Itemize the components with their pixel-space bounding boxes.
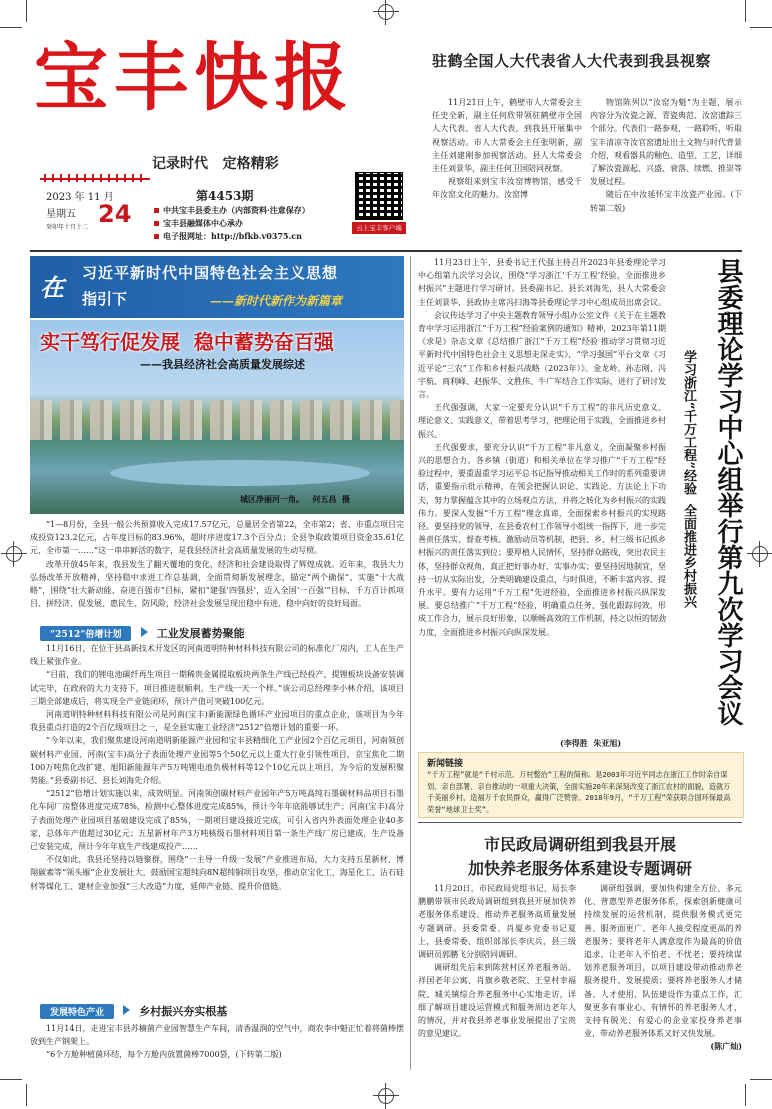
top-story-col-1	[432, 96, 582, 246]
bottom-story-col-1	[418, 882, 576, 1072]
masthead-info	[154, 204, 344, 243]
banner-prefix: 在	[40, 273, 64, 302]
subsection-title: 乡村振兴夯实根基	[139, 1005, 228, 1018]
paragraph: 会议传达学习了中央主题教育领导小组办公室文件《关于在主题教育中学习运用浙江“千万工程”经验案例的通知》精神，2023年第11期《求是》杂志文章《总结推广浙江“千万工程”经验 推动学习贯彻习近平新时代中国特色社会主义思想走深走实》，“学习强国”平台文章《习近平论“三农”工作和乡村振兴战略（2023年）》。金龙岭、孙志刚、冯宇航、商利峰、赵振华、文胜伟、牛广军结合工作实际，进行了研讨发言。	[418, 310, 666, 400]
paragraph: 随后在中汝延怀宝丰汝瓷产业园。(下转第二版)	[590, 190, 742, 213]
paragraph: 改革开放45年来，我县发生了翻天覆地的变化，经济和社会建设取得了辉煌成就。近年来，我县大力弘扬改革开放精神，坚持稳中求进工作总基调，全面贯彻新发展理念，锚定“两个确保”、实施“十大战略”，围绕“壮大新动能、奋进百强市”目标，紧扣“建强‘四强县’，迈入全国‘一百强’”目标，千方百计抓项目、拼经济、促发展、惠民生、防风险，经济社会发展呈现出稳中有进、稳中向好的良好局面。	[30, 559, 404, 609]
paragraph: 11月23日上午，县委书记王代强主持召开2023年县委理论学习中心组第九次学习会议，围绕“学习浙江‘千万工程’经验，全面推进乡村振兴”主题进行学习研讨。县委副书记、县长刘海先，县人大常委会主任刘景华，县政协主席冯扫海等县委理论学习中心组成员出席会议。	[418, 258, 666, 307]
paragraph: 调研组先后来到陈营村区养老服务站、祥国老年公寓、肖旗乡敬老院、王堂村幸福院、城关镇综合养老服务中心实地走访，详细了解项目建设运营模式和服务周边老年人的情况，并对我县养老事业发展提出了宝贵的意见建议。	[418, 963, 576, 1039]
date-weekday: 星期五	[46, 209, 76, 220]
paragraph: 11月16日，在位于县高新技术开发区的河南道明特种材料科技有限公司的标准化厂房内，工人在生产线上紧张作业。	[30, 644, 404, 667]
feature-sub2-body	[30, 1022, 404, 1070]
right-story-byline: (李得胜 朱亚旭)	[560, 738, 622, 748]
feature-headline: 实干笃行促发展 稳中蓄势奋百强	[40, 330, 334, 354]
qr-code[interactable]	[355, 172, 403, 220]
theme-banner	[30, 256, 404, 318]
date-lunar: 癸卯年十月十二	[46, 224, 89, 231]
paragraph: 不仅如此，我县还坚持以链聚群，围绕“一主导一升级一发展”产业推进布局，大力支持五星新材、博翔碳素等“领头雁”企业发展壮大，鼓励国宝超纯向8N超纯铜项目攻坚，推动京宝化工、海星化工、沾石硅材等煤化工、建材企业加强“三大改造”力度，延伸产业链、提升价值链。	[30, 855, 404, 891]
masthead-slogan: 记录时代 定格精彩	[152, 156, 279, 172]
subsection-2-header	[40, 1000, 400, 1016]
right-story-subhead: 学习浙江“千万工程”经验 全面推进乡村振兴	[681, 350, 696, 609]
crop-mark	[745, 0, 746, 22]
bottom-story-headline-2: 加快养老服务体系建设专题调研	[467, 859, 692, 878]
paragraph: 王代强强调，大家一定要充分认识“千万工程”的非凡历史意义、理论意义、实践意义，带着思考学习，把理论用于实践，全面推进乡村振兴。	[418, 403, 666, 439]
banner-line-2: 指引下	[82, 290, 128, 308]
bottom-story-headline-1: 市民政局调研组到我县开展	[483, 835, 676, 854]
banner-line-1: 习近平新时代中国特色社会主义思想	[82, 264, 339, 282]
paragraph: 调研组强调，要加快构建全方位、多元化、普惠型养老服务体系，探索创新健康可持续发展的运营机制，提供服务模式更完善、服务面更广、老年人接受程度更高的养老服务；要将老年人满意度作为最高的价值追求，让老年人不怕老、不忧老；要持续谋划养老服务项目，以项目建设带动推动养老服务提升、发展提质；要将养老服务人才储备、人才使用、队伍建设作为重点工作，汇聚更多有事业心、有情怀的养老服务人才，支持有脱光、有爱心的企业家投身养老事业，带动养老服务体系又好又快发展。	[584, 884, 742, 1039]
crop-mark	[750, 1079, 772, 1080]
paragraph: 11月14日，走进宝丰县苏楠菌产业园智慧生产车间，清香温润的空气中，商农李中魁正忙着将菌棒摆放到生产钢架上。	[30, 1024, 404, 1047]
red-bullet-icon	[154, 221, 159, 226]
bottom-story-col-2	[584, 882, 742, 1072]
paragraph: 视察组来到宝丰汝窑博物馆，感受千年汝窑文化的魅力。汝窑博	[432, 177, 582, 200]
feature-subhead: ——我县经济社会高质量发展综述	[140, 358, 305, 371]
news-link-text: “千万工程”就是“千村示范、万村整治”工程的简称。是2003年习近平同志在浙江工作时亲自谋划、亲自部署、亲自推动的一项重大决策，全面实施20年来深刻改变了浙江农村的面貌，造就万千美丽乡村，造福万千农民群众，赢得广泛赞誉。2018年9月，“千万工程”荣获联合国环保最高荣誉“地球卫士奖”。	[427, 770, 731, 814]
feature-intro	[30, 518, 404, 618]
arrow-icon	[141, 627, 148, 637]
right-story-headline: 县委理论学习中心组举行第九次学习会议	[713, 258, 743, 726]
paragraph: 物馆陈列以“汝窑为魁”为主题，展示内容分为汝瓷之源、青瓷典范、汝窑遗踪三个部分。代表们一路参观，一路聆听，听取宝丰清凉寺汝官窑遗址出土文物与时代背景介绍，观看器具的釉色、造型、工艺，详细了解汝瓷源起、兴盛、衰落、续燃、推崇等发展过程。	[590, 98, 742, 187]
news-link-box	[418, 752, 744, 818]
registration-mark-left	[6, 546, 22, 562]
crop-mark	[26, 1084, 27, 1106]
date-calendar-block	[40, 178, 150, 238]
date-day: 24	[98, 200, 132, 228]
subsection-title: 工业发展蓄势聚能	[156, 627, 245, 640]
crop-mark	[745, 1084, 746, 1106]
masthead-title: 宝丰快报	[34, 35, 354, 121]
info-line-url[interactable]: 电子报网址：http://bfkb.v0375.cn	[154, 230, 344, 243]
subsection-tag: 发展特色产业	[40, 1004, 114, 1019]
red-bullet-icon	[154, 208, 159, 213]
paragraph: “1—8月份，全县一般公共预算收入完成17.57亿元，总量居全省第22，全市第2；省、市重点项目完成投资123.2亿元，占年度目标的83.96%，超时序进度17.3个百分点；全县争取政策项目资金35.61亿元，全市第一……”这一串串鲜活的数字，是我县经济社会高质量发展的生动写照。	[30, 520, 404, 556]
top-story-col-2	[590, 96, 742, 246]
qr-caption: 云上宝丰客户端	[352, 222, 406, 234]
registration-mark-right	[752, 546, 768, 562]
crop-mark	[26, 0, 27, 22]
paragraph: “2512”倍增计划实施以来，成效明显。河南领创碳材料产业园年产5万吨高纯石墨碳材料品项目石墨化车间厂房整体进度完成78%，检测中心整体进度完成85%，预计今年年底能够试生产；河南(宝丰)高分子表面处理产业园项目基础建设完成了85%，一期项目建设接近完成，可引入省内外表面处理企业40多家，总体年产值超过30亿元；五星新材年产3万吨核级石墨材料项目第一条生产线厂房已建成，生产设备已安装完成，预计今年年底生产线建成投产……	[30, 789, 404, 852]
issue-number: 第4453期	[196, 189, 254, 203]
paragraph: “今年以来，我们聚焦建设河南道明新能源产业园和宝丰县精细化工产业园2个百亿元项目，河南领创碳材料产业园、河南(宝丰)高分子表面处理产业园等5个50亿元以上重大行业引领性项目，京宝焦化二期100万吨焦化改扩建、旭阳新能源年产5万吨锂电池负极材料等12个10亿元以上项目，为今后的发展积聚势能。”县委副书记、县长刘海先介绍。	[30, 736, 404, 786]
paragraph: 11月21日上午，鹤壁市人大常委会主任史全新，副主任何欣带领驻鹤壁市全国人大代表、省人大代表，到我县开展集中视察活动。市人大常委会主任张明新，副主任刘建刚参加视察活动。县人大常委会主任刘景华，副主任何卫国陪同视察。	[432, 98, 582, 174]
paragraph: (陈广灿)	[710, 1041, 742, 1052]
registration-mark-bottom	[378, 1088, 394, 1104]
right-story-body	[418, 256, 666, 732]
top-story-headline: 驻鹤全国人大代表省人大代表到我县视察	[432, 52, 712, 70]
subsection-tag: “2512”倍增计划	[40, 626, 131, 641]
city-buildings	[30, 400, 404, 440]
date-year-month: 2023 年 11 月	[46, 192, 114, 203]
calendar-rings	[44, 174, 144, 182]
paragraph: 王代强要求，要充分认识“千万工程”非凡意义，全面凝聚乡村振兴的思想合力。各乡镇（街道）和相关单位在学习推广“千万工程”经验过程中，要重温重学习运平总书记指导推动相关工作时的系列重要讲话，重要指示批示精神，在领会把握认识论、实践论、方法论上下功夫，努力掌握蕴含其中的立场观点方法，并将之转化为乡村振兴的实践伟力。要深入发掘“千万工程”理念真谛，全面探索乡村振兴的实现路径。要坚持党的领导，在县委农村工作领导小组统一指挥下，进一步完善责任落实、督查考核、激励动员等机制，把县、乡、村三级书记抓乡村振兴的责任落实到位；要厚植人民情怀，坚持群众路线，突出农民主体，坚持群众视角，真正把好事办好、实事办实；要坚持因地制宜，坚持一切从实际出发，分类明确建设重点，与时俱进，不断丰富内容、提升水平。要有力运用“千万工程”先进经验，全面推进乡村振兴纵深发展。要总结推广“千万工程”经验，明确重点任务，强化跟踪问效，形成工作合力，展示良好形象，以顺畅高效的工作机制，持之以恒的韧劲力度，全面推进乡村振兴向纵深发展。	[418, 442, 666, 637]
divider	[418, 822, 742, 823]
feature-sub1-body	[30, 642, 404, 994]
river	[110, 460, 370, 486]
crop-mark	[750, 27, 772, 28]
crop-mark	[0, 27, 22, 28]
divider	[30, 250, 742, 252]
subsection-1-header	[40, 622, 400, 638]
photo-caption: 城区净丽河一角。 何五昌 摄	[240, 494, 350, 504]
paragraph: 11月20日，市民政局党组书记、局长李鹏鹏带领市民政局调研组到我县开展加快养老服务体系建设、推动养老服务高质量发展专题调研。县委常委、肖厦乡党委书记夏上，县委常委、组织部部长李庆兵，县三级调研员郭鹏飞分别陪同调研。	[418, 884, 576, 960]
column-divider	[410, 256, 411, 1070]
paragraph: “6个方舱种植菌环结，每个方舱内放置菌棒7000袋，(下转第二版)	[46, 1050, 282, 1060]
red-bullet-icon	[154, 234, 159, 239]
paragraph: 河南道明特种材料科技有限公司是河南(宝丰)新能源绿色循环产业园项目的重点企业，该项目为今年我县重点打造的2个百亿级项目之一，是全县实施工业经济“2512”倍增计划的重要一环。	[30, 710, 404, 733]
paragraph: “目前，我们的锂电池碳纤再生项目一期稀贵金属提取板块两条生产线已经投产，提锂板块设备安装调试完毕，在政府的大力支持下，项目推进很顺利，生产线一天一个样。”该公司总经理李小林介绍，该项目三期全部建成后，将实现全产业链闭环，预计产值可突破100亿元。	[30, 670, 404, 706]
info-line-organizer: 宝丰县融媒体中心承办	[154, 217, 344, 230]
banner-tagline: ——新时代新作为新篇章	[210, 294, 343, 308]
news-link-title: 新闻链接	[427, 759, 464, 769]
registration-mark-top	[378, 4, 394, 20]
arrow-icon	[123, 1005, 130, 1015]
crop-mark	[0, 1079, 22, 1080]
info-line-host: 中共宝丰县委主办（内部资料·注意保存）	[154, 204, 344, 217]
